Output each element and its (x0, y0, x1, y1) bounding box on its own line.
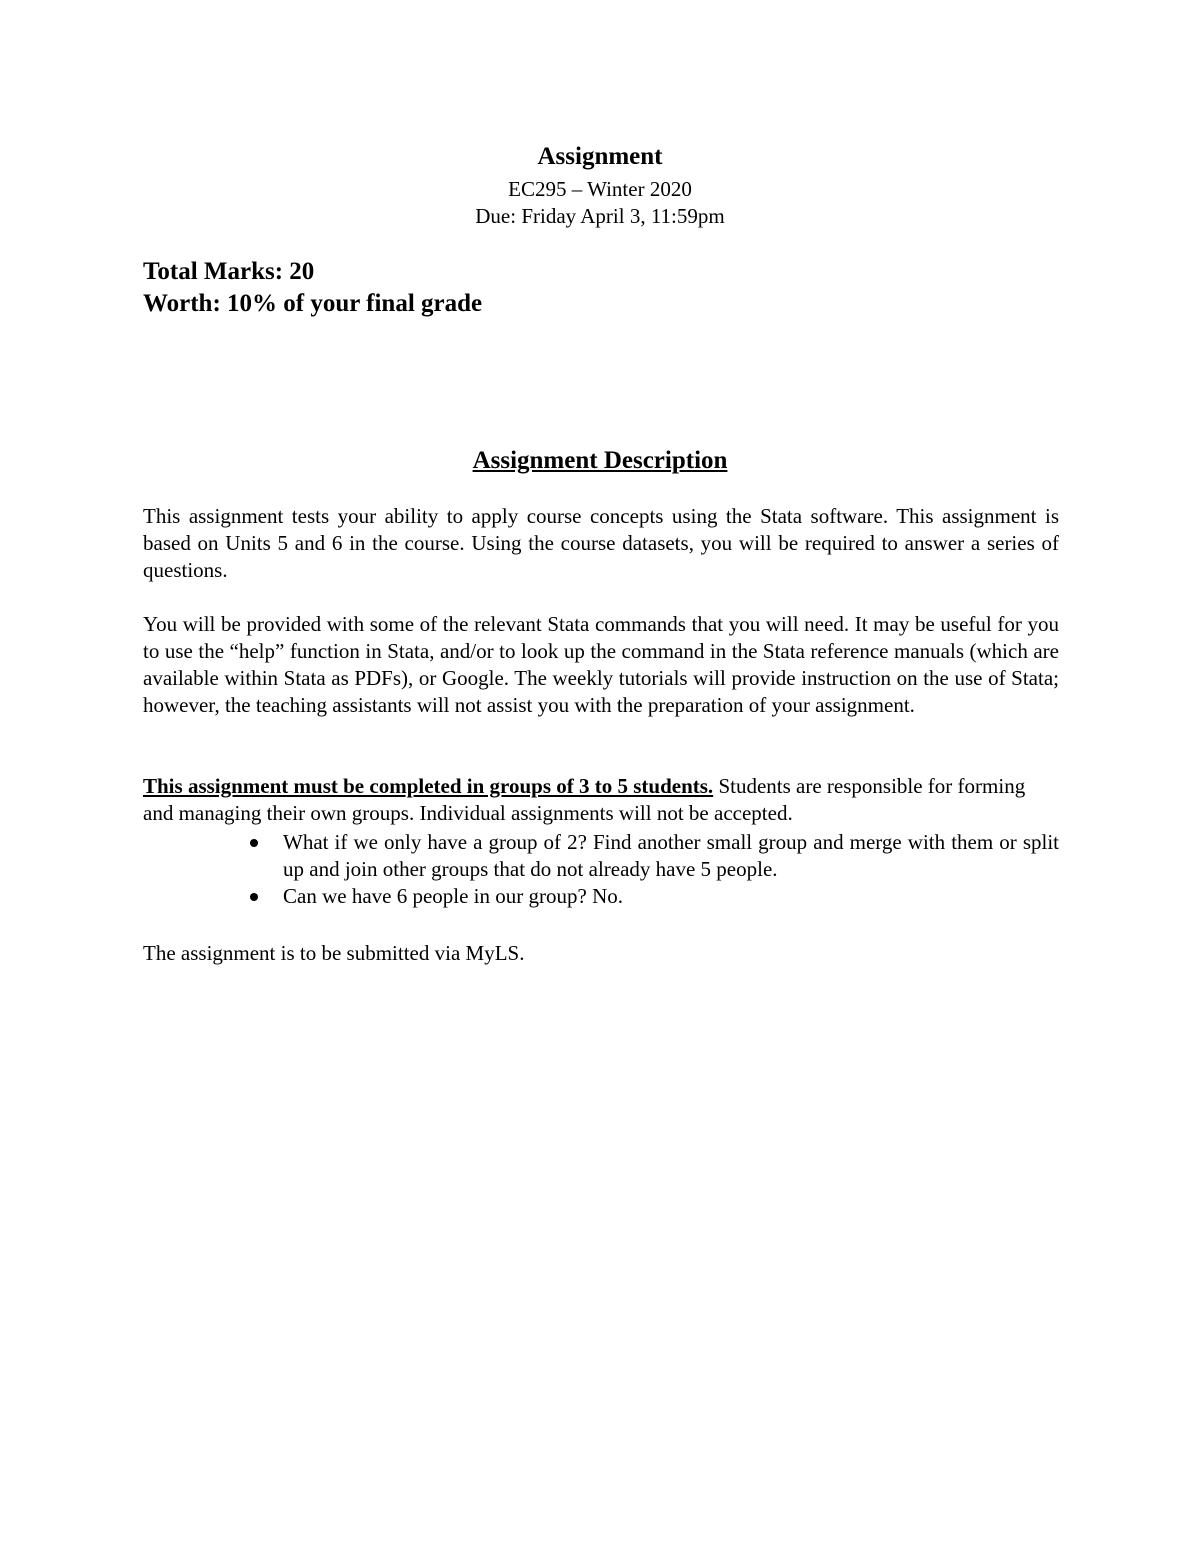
grade-weight: Worth: 10% of your final grade (143, 290, 483, 317)
section-heading (0, 446, 1200, 476)
bullet-icon (250, 893, 258, 901)
description-paragraph-2: You will be provided with some of the relevant Stata commands that you will need. It may be useful for you to use the “help” function in Stata, and/or to look up the command in the Stata reference manuals (which are available within Stata as PDFs), or Google. The weekly tutorials will provide instruction on the use of Stata; however, the teaching assistants will not assist you with the preparation of your assignment. (143, 612, 1059, 717)
group-rule-emphasis: This assignment must be completed in groups of 3 to 5 students. (143, 774, 714, 798)
list-item-text: Can we have 6 people in our group? No. (283, 884, 623, 908)
document-title: Assignment (537, 143, 663, 170)
bullet-icon (250, 839, 258, 847)
list-item (245, 883, 1059, 910)
due-date: Due: Friday April 3, 11:59pm (475, 204, 725, 228)
total-marks: Total Marks: 20 (143, 258, 315, 285)
list-item-text: What if we only have a group of 2? Find another small group and merge with them or split up and join other groups that do not already have 5 people. (283, 830, 1059, 881)
course-code: EC295 – Winter 2020 (508, 177, 692, 201)
group-rule-text: Students are responsible for forming and managing their own groups. Individual assignments will not be accepted. (143, 774, 1026, 825)
section-heading-text: Assignment Description (472, 447, 728, 474)
group-rule-paragraph (143, 773, 1059, 827)
faq-bullet-list (245, 829, 1059, 910)
list-item (245, 829, 1059, 883)
description-paragraph-1: This assignment tests your ability to apply course concepts using the Stata software. This assignment is based on Units 5 and 6 in the course. Using the course datasets, you will be required to answer a series of questions. (143, 504, 1059, 582)
submission-note: The assignment is to be submitted via MyLS. (143, 941, 525, 965)
